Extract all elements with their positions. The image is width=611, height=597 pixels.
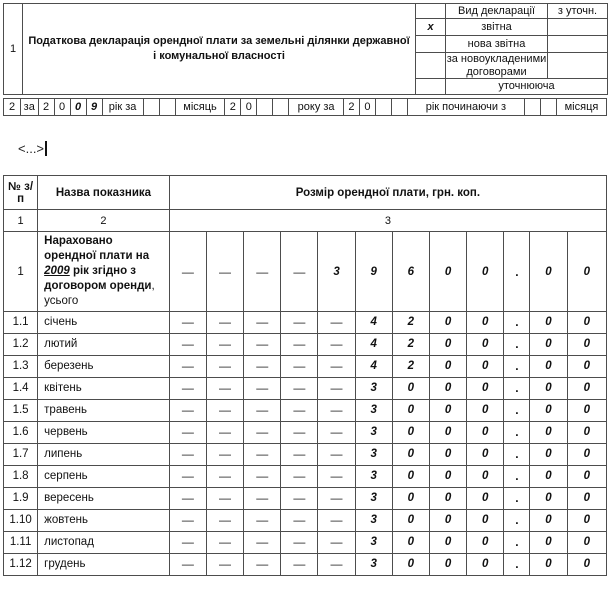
declaration-type-header: Вид декларації xyxy=(446,4,548,19)
period-label-cell: року за xyxy=(289,99,344,116)
empty-dash-cell: — xyxy=(169,421,206,443)
period-label-cell: місяця xyxy=(556,99,606,116)
declaration-type-label: звітна xyxy=(446,19,548,36)
empty-dash-cell: — xyxy=(169,531,206,553)
period-blank-cell xyxy=(391,99,407,116)
digit-cell: 0 xyxy=(567,333,606,355)
digit-cell: 0 xyxy=(429,311,466,333)
digit-cell: 0 xyxy=(567,311,606,333)
period-label-cell: за xyxy=(21,99,39,116)
period-value-cell: 2 xyxy=(38,99,54,116)
digit-cell: 3 xyxy=(355,531,392,553)
digit-cell: 0 xyxy=(530,531,567,553)
empty-dash-cell: — xyxy=(318,465,355,487)
empty-dash-cell: — xyxy=(281,355,318,377)
digit-cell: 0 xyxy=(530,487,567,509)
period-value-cell: 2 xyxy=(343,99,359,116)
row-num: 1.8 xyxy=(4,465,38,487)
digit-cell: 4 xyxy=(355,311,392,333)
decimal-point-cell: . xyxy=(504,531,530,553)
decimal-point-cell: . xyxy=(504,553,530,575)
month-row-1.10 xyxy=(4,509,607,531)
digit-cell: 0 xyxy=(567,487,606,509)
row-num: 1 xyxy=(4,232,38,312)
empty-dash-cell: — xyxy=(281,509,318,531)
empty-dash-cell: — xyxy=(281,377,318,399)
digit-cell: 0 xyxy=(392,487,429,509)
declaration-type-label: уточнююча xyxy=(446,79,608,95)
digit-cell: 0 xyxy=(530,509,567,531)
row-num: 1.5 xyxy=(4,399,38,421)
digit-cell: 0 xyxy=(530,553,567,575)
digit-cell: 9 xyxy=(355,232,392,312)
empty-dash-cell: — xyxy=(206,553,243,575)
digit-cell: 3 xyxy=(355,443,392,465)
decimal-point-cell: . xyxy=(504,399,530,421)
digit-cell: 2 xyxy=(392,311,429,333)
empty-dash-cell: — xyxy=(281,311,318,333)
decimal-point-cell: . xyxy=(504,232,530,312)
digit-cell: 0 xyxy=(429,377,466,399)
month-row-1.4 xyxy=(4,377,607,399)
month-row-1.3 xyxy=(4,355,607,377)
digit-cell: 0 xyxy=(567,509,606,531)
digit-cell: 0 xyxy=(467,487,504,509)
digit-cell: 6 xyxy=(392,232,429,312)
month-label: листопад xyxy=(38,531,170,553)
month-row-1.5 xyxy=(4,399,607,421)
declaration-type-label: за новоукладеними договорами xyxy=(446,53,547,78)
digit-cell: 0 xyxy=(429,232,466,312)
reporting-period-table xyxy=(3,98,607,116)
month-row-1.7 xyxy=(4,443,607,465)
empty-dash-cell: — xyxy=(244,421,281,443)
digit-cell: 0 xyxy=(429,465,466,487)
row-num: 1.1 xyxy=(4,311,38,333)
row-num: 1.12 xyxy=(4,553,38,575)
period-value-cell: 2 xyxy=(225,99,241,116)
digit-cell: 0 xyxy=(392,443,429,465)
column-number-row xyxy=(4,210,607,232)
period-label-cell: місяць xyxy=(175,99,225,116)
declaration-title-line2: і комунальної власності xyxy=(153,50,285,63)
digit-cell: 0 xyxy=(530,421,567,443)
empty-dash-cell: — xyxy=(244,487,281,509)
period-blank-cell xyxy=(143,99,159,116)
digit-cell: 3 xyxy=(355,421,392,443)
digit-cell: 0 xyxy=(429,487,466,509)
decimal-point-cell: . xyxy=(504,377,530,399)
digit-cell: 0 xyxy=(429,333,466,355)
row-num: 1.2 xyxy=(4,333,38,355)
empty-dash-cell: — xyxy=(169,232,206,312)
declaration-title xyxy=(23,4,416,95)
empty-dash-cell: — xyxy=(169,311,206,333)
empty-dash-cell: — xyxy=(169,487,206,509)
digit-cell: 3 xyxy=(355,377,392,399)
empty-dash-cell: — xyxy=(206,421,243,443)
digit-cell: 0 xyxy=(530,465,567,487)
month-label: квітень xyxy=(38,377,170,399)
period-blank-cell xyxy=(159,99,175,116)
digit-cell: 0 xyxy=(567,465,606,487)
digit-cell: 0 xyxy=(530,377,567,399)
declaration-type-label: нова звітна xyxy=(446,36,548,53)
row-num: 1.7 xyxy=(4,443,38,465)
declaration-check-cell xyxy=(548,19,608,36)
empty-dash-cell: — xyxy=(169,465,206,487)
digit-cell: 4 xyxy=(355,333,392,355)
empty-dash-cell: — xyxy=(206,311,243,333)
summary-label-bold-end: рік згідно з договором оренди xyxy=(44,265,152,293)
empty-dash-cell: — xyxy=(281,232,318,312)
empty-dash-cell: — xyxy=(169,333,206,355)
empty-dash-cell: — xyxy=(244,333,281,355)
empty-dash-cell: — xyxy=(206,443,243,465)
empty-dash-cell: — xyxy=(318,531,355,553)
empty-dash-cell: — xyxy=(318,487,355,509)
empty-dash-cell: — xyxy=(281,465,318,487)
month-row-1.12 xyxy=(4,553,607,575)
decimal-point-cell: . xyxy=(504,465,530,487)
summary-label-year: 2009 xyxy=(44,265,70,278)
month-label: січень xyxy=(38,311,170,333)
month-row-1.11 xyxy=(4,531,607,553)
empty-dash-cell: — xyxy=(281,531,318,553)
digit-cell: 0 xyxy=(467,465,504,487)
declaration-check-cell xyxy=(548,36,608,53)
digit-cell: 0 xyxy=(467,443,504,465)
digit-cell: 0 xyxy=(567,553,606,575)
empty-dash-cell: — xyxy=(244,377,281,399)
digit-cell: 0 xyxy=(429,509,466,531)
digit-cell: 2 xyxy=(392,333,429,355)
empty-dash-cell: — xyxy=(169,355,206,377)
empty-dash-cell: — xyxy=(206,377,243,399)
row-num: 1.10 xyxy=(4,509,38,531)
month-label: жовтень xyxy=(38,509,170,531)
col-header-value: Розмір орендної плати, грн. коп. xyxy=(169,176,606,210)
empty-dash-cell: — xyxy=(169,509,206,531)
empty-dash-cell: — xyxy=(169,553,206,575)
col-header-num: № з/п xyxy=(4,176,38,210)
period-blank-cell xyxy=(375,99,391,116)
month-label: травень xyxy=(38,399,170,421)
period-blank-cell xyxy=(273,99,289,116)
digit-cell: 0 xyxy=(467,377,504,399)
declaration-clarification-header: з уточн. xyxy=(548,4,608,19)
empty-dash-cell: — xyxy=(318,509,355,531)
digit-cell: 0 xyxy=(429,443,466,465)
period-label-cell: рік починаючи з xyxy=(407,99,524,116)
declaration-check-cell xyxy=(548,53,608,79)
digit-cell: 0 xyxy=(567,232,606,312)
table-header-row xyxy=(4,176,607,210)
declaration-mark-cell xyxy=(416,53,446,79)
decimal-point-cell: . xyxy=(504,487,530,509)
decimal-point-cell: . xyxy=(504,509,530,531)
empty-dash-cell: — xyxy=(244,355,281,377)
empty-dash-cell: — xyxy=(206,531,243,553)
digit-cell: 0 xyxy=(567,421,606,443)
digit-cell: 0 xyxy=(567,355,606,377)
digit-cell: 0 xyxy=(530,443,567,465)
summary-label xyxy=(38,232,170,312)
month-row-1.1 xyxy=(4,311,607,333)
digit-cell: 0 xyxy=(392,421,429,443)
empty-dash-cell: — xyxy=(244,443,281,465)
empty-dash-cell: — xyxy=(318,399,355,421)
decimal-point-cell: . xyxy=(504,443,530,465)
empty-dash-cell: — xyxy=(206,333,243,355)
period-row-number: 2 xyxy=(4,99,21,116)
decimal-point-cell: . xyxy=(504,311,530,333)
period-value-cell: 0 xyxy=(359,99,375,116)
collapsed-content-marker: <...> xyxy=(18,140,45,156)
digit-cell: 0 xyxy=(530,311,567,333)
empty-dash-cell: — xyxy=(244,311,281,333)
month-label: березень xyxy=(38,355,170,377)
digit-cell: 0 xyxy=(567,377,606,399)
digit-cell: 0 xyxy=(392,509,429,531)
empty-dash-cell: — xyxy=(318,311,355,333)
digit-cell: 0 xyxy=(467,355,504,377)
empty-dash-cell: — xyxy=(244,531,281,553)
month-label: лютий xyxy=(38,333,170,355)
empty-dash-cell: — xyxy=(206,509,243,531)
digit-cell: 3 xyxy=(355,465,392,487)
digit-cell: 3 xyxy=(355,553,392,575)
digit-cell: 0 xyxy=(467,232,504,312)
decimal-point-cell: . xyxy=(504,421,530,443)
month-label: липень xyxy=(38,443,170,465)
col-header-name: Назва показника xyxy=(38,176,170,210)
digit-cell: 0 xyxy=(429,355,466,377)
digit-cell: 3 xyxy=(355,399,392,421)
digit-cell: 0 xyxy=(530,333,567,355)
decimal-point-cell: . xyxy=(504,355,530,377)
empty-dash-cell: — xyxy=(318,333,355,355)
period-value-cell: 0 xyxy=(54,99,70,116)
empty-dash-cell: — xyxy=(206,487,243,509)
empty-dash-cell: — xyxy=(318,377,355,399)
empty-dash-cell: — xyxy=(206,232,243,312)
declaration-mark-cell xyxy=(416,36,446,53)
empty-dash-cell: — xyxy=(244,553,281,575)
row-num: 1.3 xyxy=(4,355,38,377)
row-num: 1.4 xyxy=(4,377,38,399)
period-label-cell: рік за xyxy=(102,99,143,116)
empty-dash-cell: — xyxy=(206,399,243,421)
digit-cell: 3 xyxy=(355,487,392,509)
empty-dash-cell: — xyxy=(206,355,243,377)
empty-dash-cell: — xyxy=(169,443,206,465)
digit-cell: 0 xyxy=(567,443,606,465)
period-value-cell: 0 xyxy=(241,99,257,116)
digit-cell: 4 xyxy=(355,355,392,377)
digit-cell: 0 xyxy=(392,465,429,487)
month-label: серпень xyxy=(38,465,170,487)
empty-dash-cell: — xyxy=(318,355,355,377)
empty-dash-cell: — xyxy=(244,232,281,312)
digit-cell: 0 xyxy=(429,531,466,553)
digit-cell: 2 xyxy=(392,355,429,377)
digit-cell: 0 xyxy=(467,399,504,421)
digit-cell: 0 xyxy=(467,311,504,333)
period-blank-cell xyxy=(540,99,556,116)
digit-cell: 0 xyxy=(429,421,466,443)
empty-dash-cell: — xyxy=(206,465,243,487)
digit-cell: 3 xyxy=(318,232,355,312)
month-row-1.6 xyxy=(4,421,607,443)
month-label: вересень xyxy=(38,487,170,509)
row-num: 1.6 xyxy=(4,421,38,443)
col-number-1: 1 xyxy=(4,210,38,232)
declaration-mark-x: x xyxy=(416,19,446,36)
empty-dash-cell: — xyxy=(281,421,318,443)
summary-label-bold-start: Нараховано орендної плати на xyxy=(44,235,150,263)
empty-dash-cell: — xyxy=(318,553,355,575)
period-blank-cell xyxy=(524,99,540,116)
digit-cell: 3 xyxy=(355,509,392,531)
digit-cell: 0 xyxy=(567,531,606,553)
rent-amount-table xyxy=(3,175,607,576)
text-cursor xyxy=(45,141,47,156)
digit-cell: 0 xyxy=(530,355,567,377)
form-row-number-1: 1 xyxy=(4,4,23,95)
declaration-mark-cell xyxy=(416,79,446,95)
col-number-3: 3 xyxy=(169,210,606,232)
month-row-1.2 xyxy=(4,333,607,355)
row-num: 1.9 xyxy=(4,487,38,509)
month-row-1.9 xyxy=(4,487,607,509)
digit-cell: 0 xyxy=(530,399,567,421)
period-blank-cell xyxy=(257,99,273,116)
digit-cell: 0 xyxy=(467,531,504,553)
period-value-cell: 0 xyxy=(70,99,86,116)
digit-cell: 0 xyxy=(530,232,567,312)
empty-dash-cell: — xyxy=(244,465,281,487)
digit-cell: 0 xyxy=(392,553,429,575)
empty-dash-cell: — xyxy=(318,421,355,443)
digit-cell: 0 xyxy=(467,421,504,443)
digit-cell: 0 xyxy=(467,333,504,355)
declaration-type-header-row xyxy=(4,4,608,19)
empty-dash-cell: — xyxy=(244,399,281,421)
month-label: грудень xyxy=(38,553,170,575)
digit-cell: 0 xyxy=(567,399,606,421)
empty-dash-cell: — xyxy=(281,553,318,575)
reporting-period-row xyxy=(4,99,607,116)
period-value-cell: 9 xyxy=(86,99,102,116)
decimal-point-cell: . xyxy=(504,333,530,355)
summary-label-regular: , усього xyxy=(44,280,155,308)
empty-dash-cell: — xyxy=(281,443,318,465)
empty-dash-cell: — xyxy=(169,399,206,421)
col-number-2: 2 xyxy=(38,210,170,232)
collapsed-content-line[interactable] xyxy=(18,140,611,156)
declaration-header-block xyxy=(3,3,608,95)
summary-row xyxy=(4,232,607,312)
empty-dash-cell: — xyxy=(281,487,318,509)
digit-cell: 0 xyxy=(392,399,429,421)
digit-cell: 0 xyxy=(392,377,429,399)
empty-dash-cell: — xyxy=(281,333,318,355)
digit-cell: 0 xyxy=(392,531,429,553)
digit-cell: 0 xyxy=(467,553,504,575)
month-label: червень xyxy=(38,421,170,443)
declaration-title-line1: Податкова декларація орендної плати за земельні ділянки державної xyxy=(28,35,410,48)
empty-dash-cell: — xyxy=(281,399,318,421)
month-row-1.8 xyxy=(4,465,607,487)
empty-dash-cell: — xyxy=(318,443,355,465)
declaration-mark-header-cell xyxy=(416,4,446,19)
digit-cell: 0 xyxy=(467,509,504,531)
digit-cell: 0 xyxy=(429,399,466,421)
digit-cell: 0 xyxy=(429,553,466,575)
empty-dash-cell: — xyxy=(169,377,206,399)
row-num: 1.11 xyxy=(4,531,38,553)
empty-dash-cell: — xyxy=(244,509,281,531)
